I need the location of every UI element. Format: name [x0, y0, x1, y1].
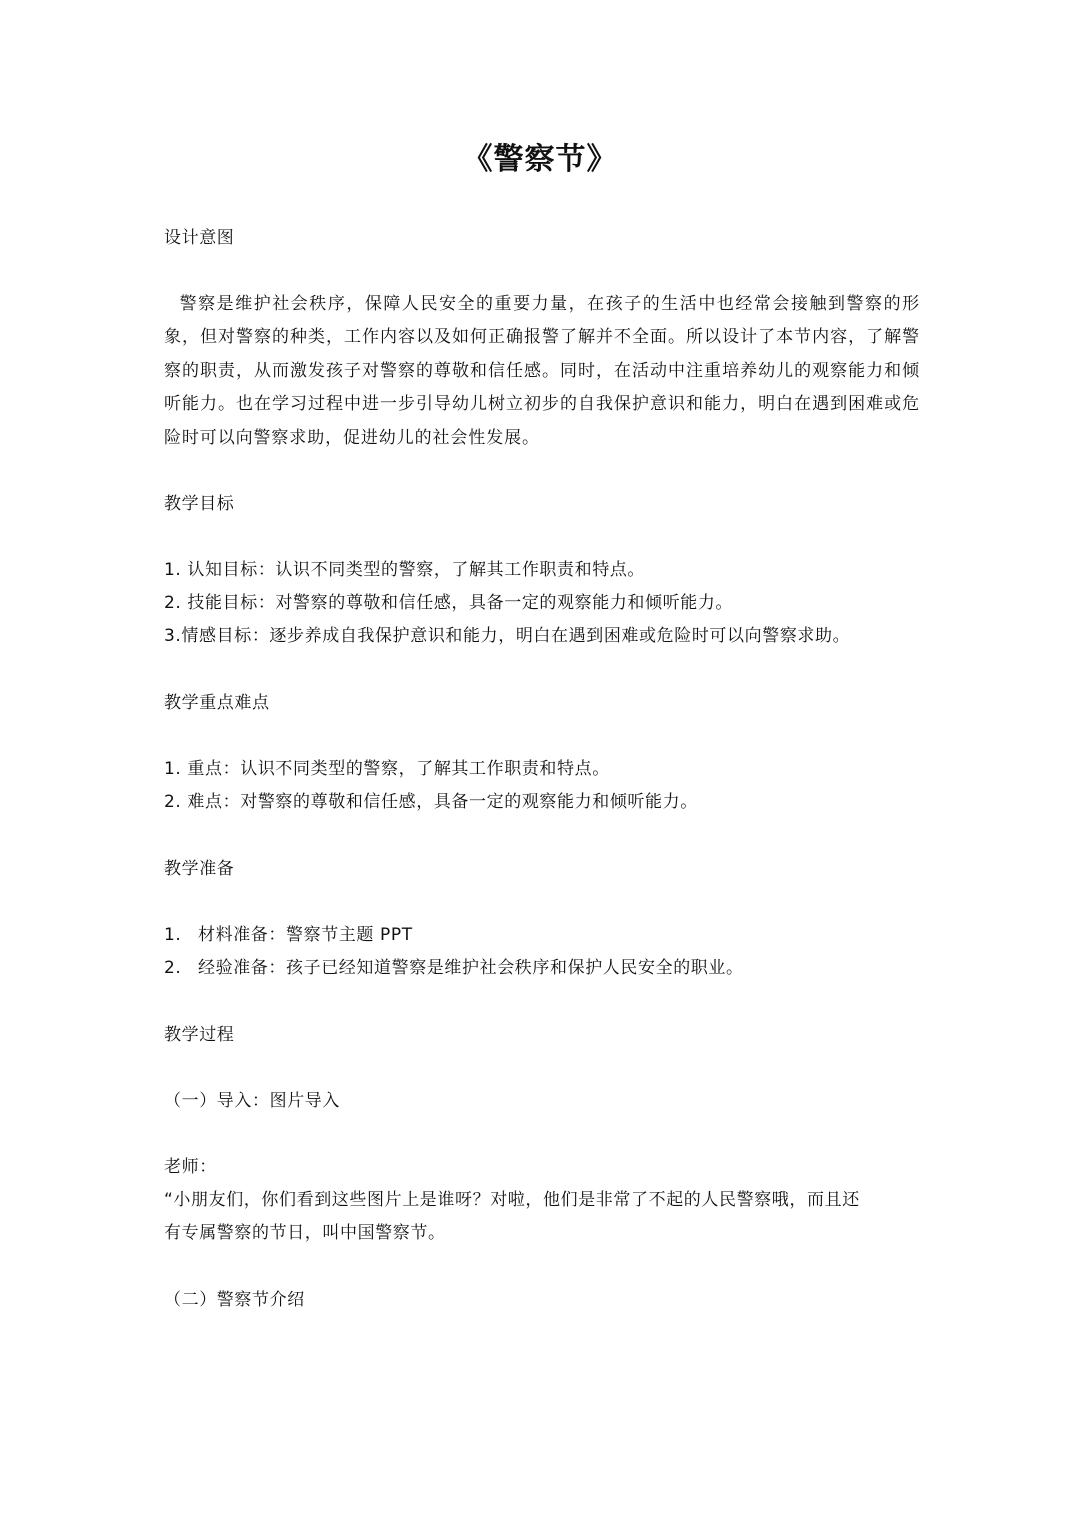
section-heading-design-intent: 设计意图 [164, 228, 235, 248]
document-title: 《警察节》 [462, 142, 618, 177]
process-step-heading: （一）导入：图片导入 [164, 1091, 340, 1111]
section-heading-key-points: 教学重点难点 [164, 693, 270, 713]
design-intent-paragraph [164, 288, 920, 455]
preparation-text: 经验准备：孩子已经知道警察是维护社会秩序和保护人民安全的职业。 [198, 958, 744, 978]
goal-item: 3.情感目标：逐步养成自我保护意识和能力，明白在遇到困难或危险时可以向警察求助。 [164, 626, 851, 646]
key-point-item: 2. 难点：对警察的尊敬和信任感，具备一定的观察能力和倾听能力。 [164, 792, 698, 812]
preparation-text: 材料准备：警察节主题 PPT [198, 925, 413, 945]
quote-line: 有专属警察的节日，叫中国警察节。 [164, 1223, 446, 1243]
key-point-item: 1. 重点：认识不同类型的警察，了解其工作职责和特点。 [164, 759, 610, 779]
preparation-item [164, 919, 924, 952]
section-heading-goals: 教学目标 [164, 494, 235, 514]
speaker-label: 老师： [164, 1157, 217, 1177]
process-step-heading: （二）警察节介绍 [164, 1290, 305, 1310]
section-heading-process: 教学过程 [164, 1025, 235, 1045]
list-number: 2. [164, 958, 182, 978]
section-heading-preparation: 教学准备 [164, 859, 235, 879]
list-number: 1. [164, 925, 182, 945]
preparation-item [164, 952, 924, 985]
quote-line: “小朋友们，你们看到这些图片上是谁呀？对啦，他们是非常了不起的人民警察哦，而且还 [164, 1190, 860, 1210]
goal-item: 2. 技能目标：对警察的尊敬和信任感，具备一定的观察能力和倾听能力。 [164, 593, 734, 613]
design-intent-text: 警察是维护社会秩序，保障人民安全的重要力量，在孩子的生活中也经常会接触到警察的形象，但对警察的种类，工作内容以及如何正确报警了解并不全面。所以设计了本节内容，了解警察的职责，从而激发孩子对警察的尊敬和信任感。同时，在活动中注重培养幼儿的观察能力和倾听能力。也在学习过程中进一步引导幼儿树立初步的自我保护意识和能力，明白在遇到困难或危险时可以向警察求助，促进幼儿的社会性发展。 [164, 294, 920, 448]
goal-item: 1. 认知目标：认识不同类型的警察，了解其工作职责和特点。 [164, 560, 646, 580]
